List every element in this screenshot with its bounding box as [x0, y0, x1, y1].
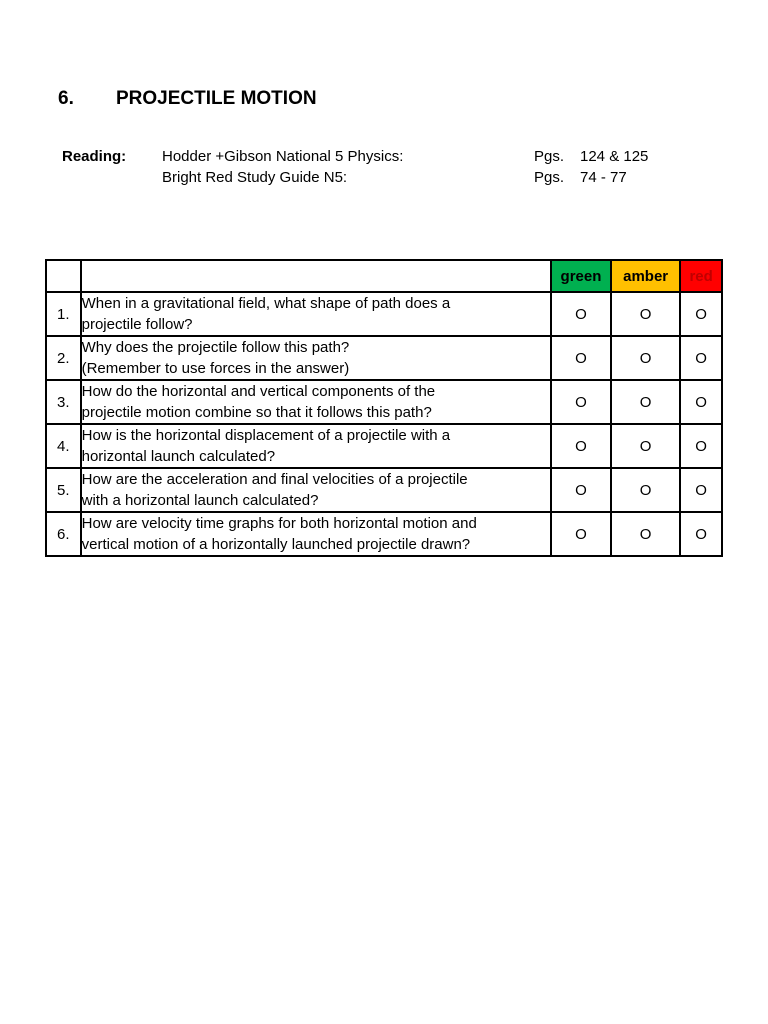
- amber-circle[interactable]: O: [611, 292, 680, 336]
- question-line: How do the horizontal and vertical components of the: [81, 383, 436, 400]
- green-circle[interactable]: O: [551, 468, 611, 512]
- question-text: [81, 424, 551, 468]
- table-header-row: [46, 260, 722, 292]
- header-blank-question: [81, 260, 551, 292]
- reading-book: Hodder +Gibson National 5 Physics:: [162, 148, 404, 165]
- header-red: red: [680, 260, 722, 292]
- green-circle[interactable]: O: [551, 512, 611, 556]
- question-line: How are the acceleration and final velocities of a projectile: [81, 471, 468, 488]
- green-circle[interactable]: O: [551, 380, 611, 424]
- table-row: [46, 292, 722, 336]
- question-line: vertical motion of a horizontally launched projectile drawn?: [81, 536, 471, 553]
- table-row: [46, 512, 722, 556]
- red-circle[interactable]: O: [680, 380, 722, 424]
- question-line: When in a gravitational field, what shape of path does a: [81, 295, 451, 312]
- red-circle[interactable]: O: [680, 512, 722, 556]
- question-line: How are velocity time graphs for both horizontal motion and: [81, 515, 477, 532]
- reading-pgs-label: Pgs.: [534, 169, 565, 186]
- question-text: [81, 512, 551, 556]
- amber-circle[interactable]: O: [611, 336, 680, 380]
- question-line: projectile motion combine so that it follows this path?: [81, 404, 432, 421]
- green-circle[interactable]: O: [551, 336, 611, 380]
- question-number: 2.: [46, 336, 81, 380]
- question-number: 4.: [46, 424, 81, 468]
- red-circle[interactable]: O: [680, 336, 722, 380]
- header-amber: amber: [611, 260, 680, 292]
- section-title: PROJECTILE MOTION: [116, 88, 317, 109]
- question-text: [81, 292, 551, 336]
- table-row: [46, 424, 722, 468]
- question-text: [81, 468, 551, 512]
- question-line: How is the horizontal displacement of a projectile with a: [81, 427, 451, 444]
- red-circle[interactable]: O: [680, 292, 722, 336]
- red-circle[interactable]: O: [680, 424, 722, 468]
- reading-label: Reading:: [62, 148, 127, 165]
- section-heading: [58, 88, 317, 110]
- reading-pages: 124 & 125: [580, 148, 649, 165]
- reading-pages: 74 - 77: [580, 169, 627, 186]
- table-row: [46, 380, 722, 424]
- amber-circle[interactable]: O: [611, 512, 680, 556]
- question-line: projectile follow?: [81, 316, 193, 333]
- traffic-light-table: [45, 259, 723, 557]
- question-text: [81, 380, 551, 424]
- reading-pgs-label: Pgs.: [534, 148, 565, 165]
- question-line: Why does the projectile follow this path?: [81, 339, 350, 356]
- question-line: (Remember to use forces in the answer): [81, 360, 350, 377]
- green-circle[interactable]: O: [551, 292, 611, 336]
- question-number: 1.: [46, 292, 81, 336]
- question-line: with a horizontal launch calculated?: [81, 492, 319, 509]
- green-circle[interactable]: O: [551, 424, 611, 468]
- question-number: 6.: [46, 512, 81, 556]
- section-number: 6.: [58, 88, 74, 109]
- red-circle[interactable]: O: [680, 468, 722, 512]
- question-line: horizontal launch calculated?: [81, 448, 276, 465]
- question-text: [81, 336, 551, 380]
- amber-circle[interactable]: O: [611, 380, 680, 424]
- amber-circle[interactable]: O: [611, 424, 680, 468]
- amber-circle[interactable]: O: [611, 468, 680, 512]
- table-row: [46, 468, 722, 512]
- reading-book: Bright Red Study Guide N5:: [162, 169, 348, 186]
- question-number: 5.: [46, 468, 81, 512]
- header-green: green: [551, 260, 611, 292]
- header-blank-num: [46, 260, 81, 292]
- question-number: 3.: [46, 380, 81, 424]
- table-row: [46, 336, 722, 380]
